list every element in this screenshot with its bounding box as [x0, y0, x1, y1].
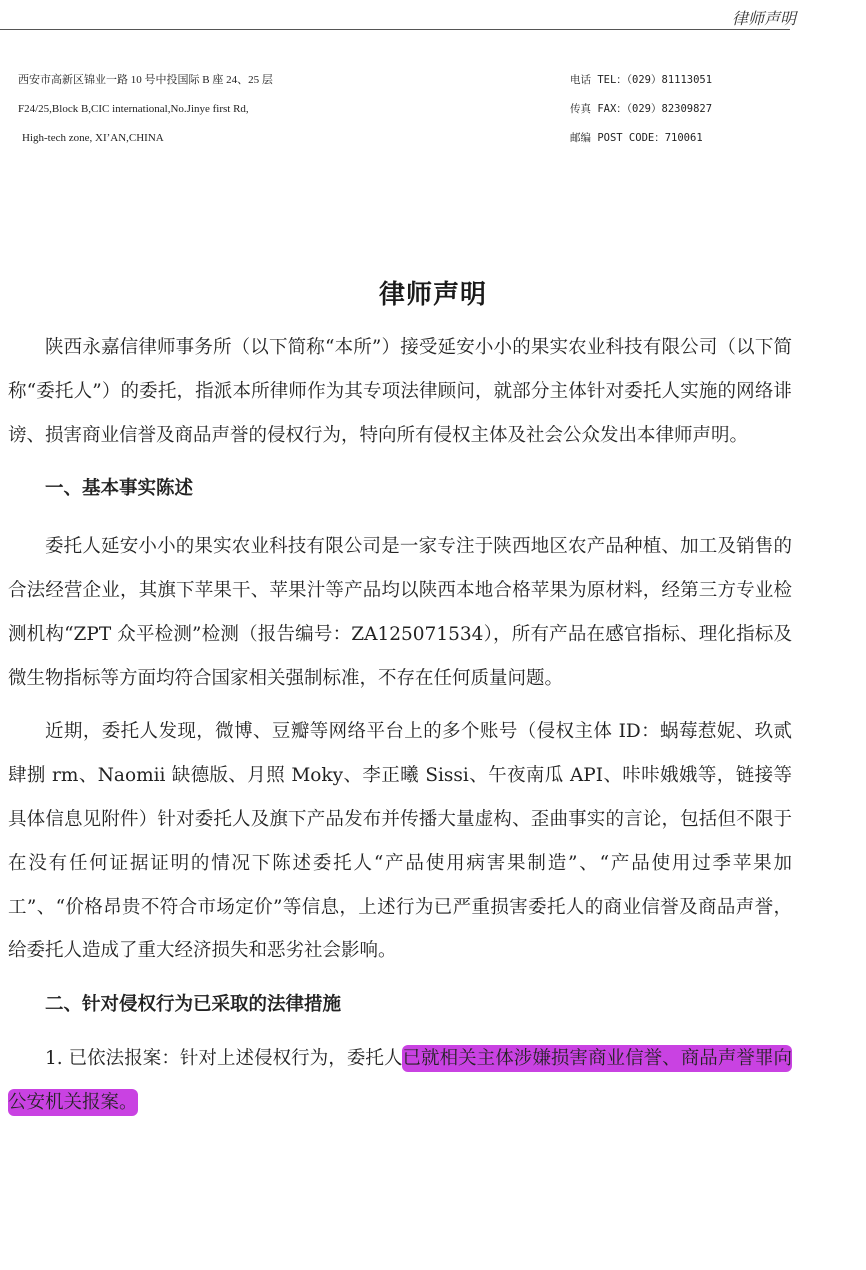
- contact-fax: 传真 FAX：（029）82309827: [570, 103, 713, 115]
- intro-paragraph: 陕西永嘉信律师事务所（以下简称“本所”）接受延安小小的果实农业科技有限公司（以下简称“委托人”）的委托，指派本所律师作为其专项法律顾问，就部分主体针对委托人实施的网络诽谤、损害商业信誉及商品声誉的侵权行为，特向所有侵权主体及社会公众发出本律师声明。: [8, 337, 792, 446]
- letterhead-address: [18, 66, 273, 153]
- running-header-title: 律师声明: [731, 9, 796, 28]
- address-cn: 西安市高新区锦业一路 10 号中投国际 B 座 24、25 层: [18, 74, 273, 86]
- contact-tel: 电话 TEL：（029）81113051: [570, 74, 713, 86]
- document-title: 律师声明: [378, 280, 487, 310]
- section1-paragraph-2: 近期，委托人发现，微博、豆瓣等网络平台上的多个账号（侵权主体 ID：蜗莓惹妮、玖贰肆捌 rm、Naomii 缺德版、月照 Moky、李正曦 Sissi、午夜南瓜 API、咔咔娥娥等，链接等具体信息见附件）针对委托人及旗下产品发布并传播大量虚构、歪曲事实的言论，包括但不限于在没有任何证据证明的情况下陈述委托人“产品使用病害果制造”、“产品使用过季苹果加工”、“价格昂贵不符合市场定价”等信息，上述行为已严重损害委托人的商业信誉及商品声誉，给委托人造成了重大经济损失和恶劣社会影响。: [8, 721, 792, 962]
- address-en-line1: F24/25,Block B,CIC international,No.Jinye first Rd,: [18, 103, 249, 115]
- section2-heading: 二、针对侵权行为已采取的法律措施: [45, 994, 342, 1016]
- letterhead-contact: [570, 66, 712, 153]
- section2-item-1-text: 1. 已依法报案：针对上述侵权行为，委托人: [45, 1047, 403, 1069]
- contact-post: 邮编 POST CODE：710061: [570, 132, 703, 144]
- address-en-line2: High-tech zone, XI’AN,CHINA: [22, 132, 164, 144]
- section1-paragraph-1: 委托人延安小小的果实农业科技有限公司是一家专注于陕西地区农产品种植、加工及销售的合法经营企业，其旗下苹果干、苹果汁等产品均以陕西本地合格苹果为原材料，经第三方专业检测机构“ZPT 众平检测”检测（报告编号：ZA125071534），所有产品在感官指标、理化指标及微生物指标等方面均符合国家相关强制标准，不存在任何质量问题。: [8, 536, 792, 689]
- section1-heading: 一、基本事实陈述: [45, 478, 194, 500]
- section2-item-1: [8, 1037, 792, 1125]
- header-rule: [0, 29, 790, 30]
- highlighted-text: 已就相关主体涉嫌损害商业信誉、商品声誉罪向公安机关报案。: [8, 1045, 792, 1116]
- document-body: [8, 326, 792, 1125]
